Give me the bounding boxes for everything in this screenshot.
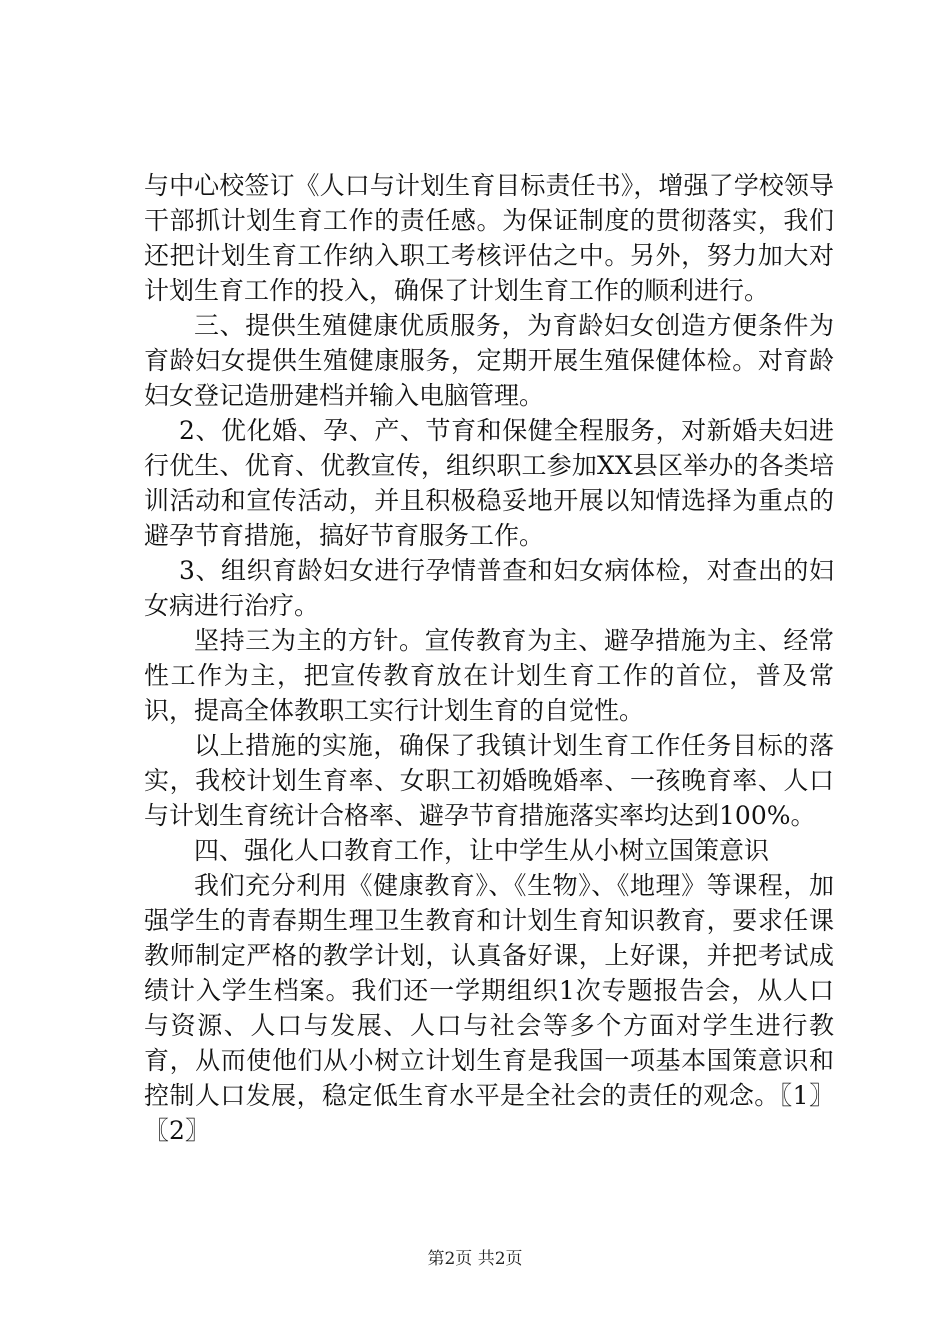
paragraph-1: 与中心校签订《人口与计划生育目标责任书》，增强了学校领导干部抓计划生育工作的责任感。为保证制度的贯彻落实，我们还把计划生育工作纳入职工考核评估之中。另外，努力加大对计划生育工作的投入，确保了计划生育工作的顺利进行。	[144, 171, 834, 305]
paragraph-5: 坚持三为主的方针。宣传教育为主、避孕措施为主、经常性工作为主，把宣传教育放在计划生育工作的首位，普及常识，提高全体教职工实行计划生育的自觉性。	[144, 626, 834, 725]
page-footer	[0, 1244, 950, 1269]
page-number-label: 第2页 共2页	[427, 1249, 523, 1269]
paragraph-7: 我们充分利用《健康教育》、《生物》、《地理》等课程，加强学生的青春期生理卫生教育和计划生育知识教育，要求任课教师制定严格的教学计划，认真备好课，上好课，并把考试成绩计入学生档案。我们还一学期组织1次专题报告会，从人口与资源、人口与发展、人口与社会等多个方面对学生进行教育，从而使他们从小树立计划生育是我国一项基本国策意识和控制人口发展，稳定低生育水平是全社会的责任的观念。〖1〗〖2〗	[144, 871, 834, 1145]
paragraph-6: 以上措施的实施，确保了我镇计划生育工作任务目标的落实，我校计划生育率、女职工初婚晚婚率、一孩晚育率、人口与计划生育统计合格率、避孕节育措施落实率均达到100%。	[144, 731, 834, 830]
document-body	[144, 168, 834, 1148]
section-heading-4: 四、强化人口教育工作，让中学生从小树立国策意识	[194, 836, 770, 865]
paragraph-2: 三、提供生殖健康优质服务，为育龄妇女创造方便条件为育龄妇女提供生殖健康服务，定期开展生殖保健体检。对育龄妇女登记造册建档并输入电脑管理。	[144, 311, 834, 410]
paragraph-3: 2、优化婚、孕、产、节育和保健全程服务，对新婚夫妇进行优生、优育、优教宣传，组织职工参加XX县区举办的各类培训活动和宣传活动，并且积极稳妥地开展以知情选择为重点的避孕节育措施，搞好节育服务工作。	[144, 416, 834, 550]
paragraph-4: 3、组织育龄妇女进行孕情普查和妇女病体检，对查出的妇女病进行治疗。	[144, 556, 834, 620]
